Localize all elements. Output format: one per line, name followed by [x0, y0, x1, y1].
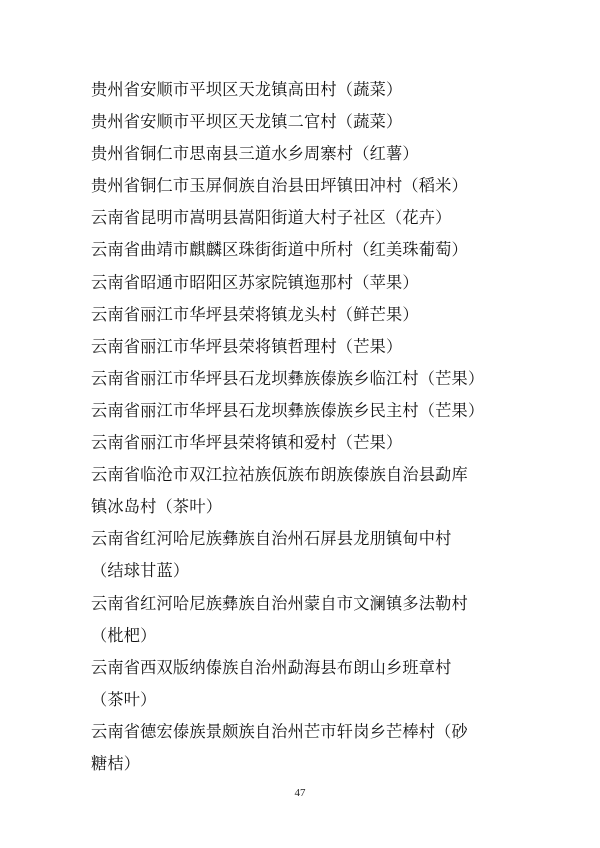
list-item-continuation: 镇冰岛村（茶叶） — [91, 497, 223, 517]
list-item: 贵州省安顺市平坝区天龙镇二官村（蔬菜） — [91, 112, 403, 132]
list-item: 云南省德宏傣族景颇族自治州芒市轩岗乡芒棒村（砂 — [91, 721, 468, 741]
list-item: 云南省红河哈尼族彝族自治州蒙自市文澜镇多法勒村 — [91, 593, 468, 613]
page-number: 47 — [294, 787, 306, 799]
list-item: 云南省西双版纳傣族自治州勐海县布朗山乡班章村 — [91, 657, 452, 677]
list-item: 云南省昆明市嵩明县嵩阳街道大村子社区（花卉） — [91, 208, 452, 228]
list-item: 云南省昭通市昭阳区苏家院镇迤那村（苹果） — [91, 272, 419, 292]
list-item: 贵州省安顺市平坝区天龙镇高田村（蔬菜） — [91, 80, 403, 99]
list-item: 贵州省铜仁市玉屏侗族自治县田坪镇田冲村（稻米） — [91, 176, 468, 196]
list-item: 云南省曲靖市麒麟区珠街街道中所村（红美珠葡萄） — [91, 240, 468, 260]
list-item: 云南省丽江市华坪县荣将镇龙头村（鲜芒果） — [91, 304, 419, 324]
list-item: 云南省红河哈尼族彝族自治州石屏县龙朋镇甸中村 — [91, 529, 452, 549]
list-item: 云南省丽江市华坪县石龙坝彝族傣族乡临江村（芒果） — [91, 368, 485, 388]
list-item-continuation: （枇杷） — [91, 625, 157, 645]
list-item: 云南省丽江市华坪县荣将镇和爱村（芒果） — [91, 433, 403, 453]
list-item: 贵州省铜仁市思南县三道水乡周寨村（红薯） — [91, 144, 419, 164]
list-item-continuation: （结球甘蓝） — [91, 561, 190, 581]
list-item-continuation: （茶叶） — [91, 689, 157, 709]
list-item: 云南省丽江市华坪县荣将镇哲理村（芒果） — [91, 336, 403, 356]
list-item: 云南省临沧市双江拉祜族佤族布朗族傣族自治县勐库 — [91, 465, 468, 485]
list-item: 云南省丽江市华坪县石龙坝彝族傣族乡民主村（芒果） — [91, 400, 485, 420]
village-list — [91, 74, 485, 780]
list-item-continuation: 糖桔） — [91, 753, 141, 773]
